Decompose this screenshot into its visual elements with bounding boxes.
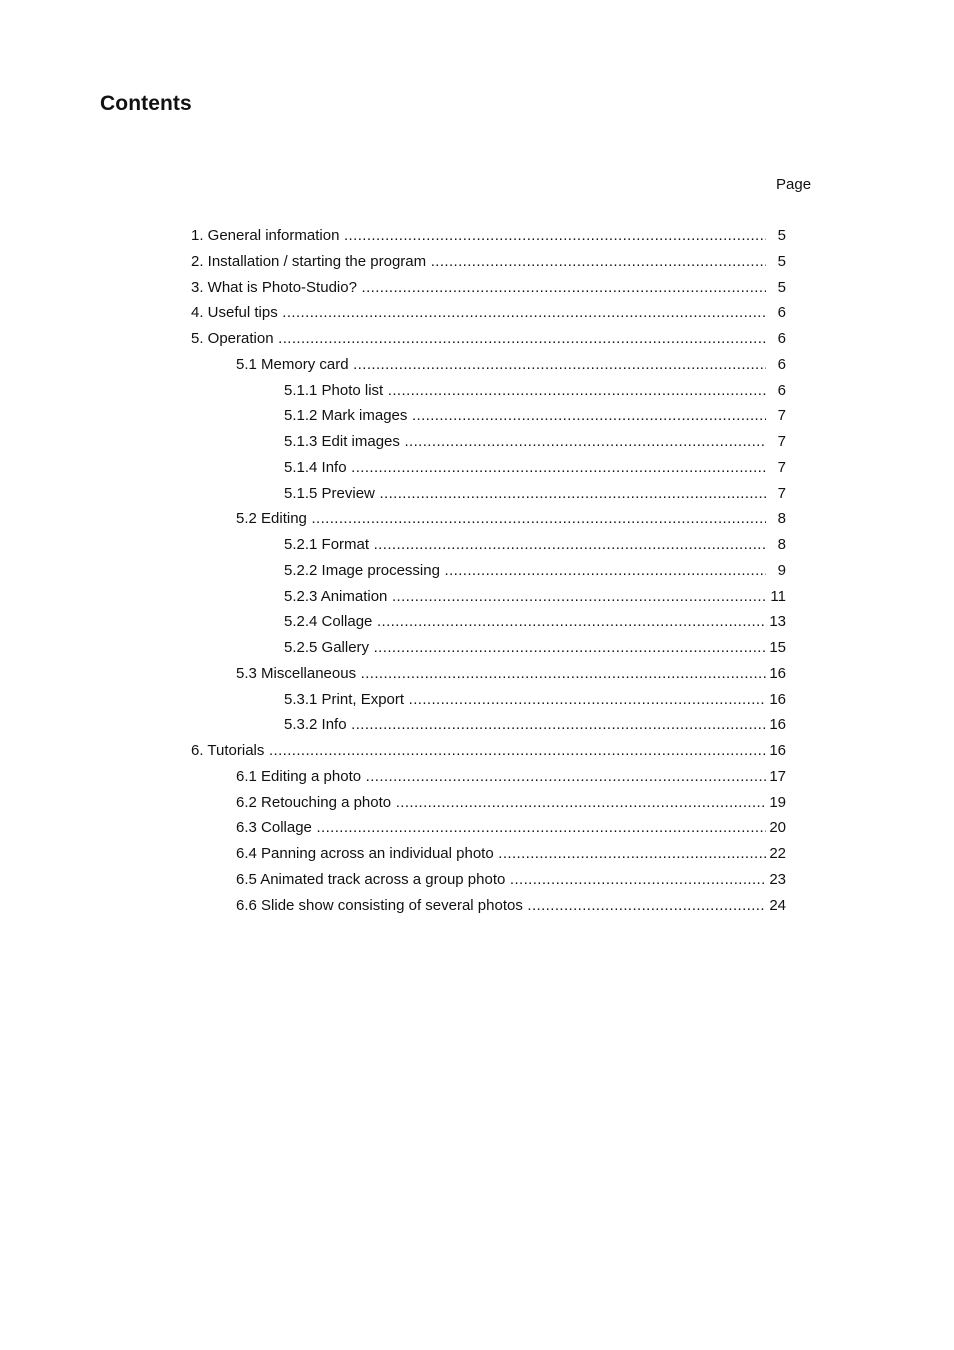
toc-entry[interactable] [0, 817, 954, 839]
toc-entry-label: 6.1 Editing a photo ..... [236, 766, 766, 788]
toc-page-number: 5 [777, 252, 786, 270]
toc-page-number: 22 [769, 845, 786, 862]
toc-entry[interactable] [0, 457, 954, 479]
toc-entry-label: 5.1.3 Edit images ..... [284, 431, 766, 453]
toc-entry[interactable] [0, 380, 954, 402]
toc-entry[interactable] [0, 714, 954, 736]
toc-entry-label: 5.2.2 Image processing ..... [284, 560, 766, 582]
toc-entry[interactable] [0, 611, 954, 633]
toc-entry[interactable] [0, 405, 954, 427]
toc-entry-label: 5.1 Memory card ..... [236, 354, 766, 376]
toc-page-number: 23 [769, 870, 786, 888]
toc-page-number: 16 [769, 664, 786, 682]
toc-entry[interactable] [0, 740, 954, 762]
toc-page-number: 15 [769, 639, 786, 656]
toc-entry[interactable] [0, 534, 954, 556]
toc-entry-label: 6.2 Retouching a photo ..... [236, 792, 766, 814]
toc-page-number: 7 [777, 458, 786, 476]
toc-entry-label: 5.1.1 Photo list ..... [284, 380, 766, 402]
toc-entry[interactable] [0, 302, 954, 324]
toc-entry[interactable] [0, 766, 954, 788]
toc-entry[interactable] [0, 225, 954, 247]
toc-page-number: 6 [777, 381, 786, 399]
toc-page-number: 16 [769, 742, 786, 759]
toc-page-number: 17 [769, 767, 786, 785]
toc-page-number: 8 [777, 536, 786, 553]
toc-entry[interactable] [0, 483, 954, 505]
toc-entry-label: 1. General information ..... [191, 225, 766, 247]
toc-page-number: 7 [777, 407, 786, 425]
toc-entry-label: 6.4 Panning across an individual photo ..... [236, 843, 766, 865]
toc-page-number: 20 [769, 819, 786, 837]
toc-page-number: 5 [777, 227, 786, 244]
toc-entry-label: 6.3 Collage ..... [236, 817, 766, 839]
toc-entry-label: 5.2.3 Animation ..... [284, 586, 766, 608]
toc-entry[interactable] [0, 354, 954, 376]
toc-page-number: 6 [777, 355, 786, 373]
toc-page-number: 8 [777, 510, 786, 528]
toc-entry-label: 5.2.4 Collage ..... [284, 611, 766, 633]
toc-page-number: 19 [769, 793, 786, 811]
toc-entry-label: 5.1.5 Preview ..... [284, 483, 766, 505]
toc-entry-label: 5.1.4 Info ..... [284, 457, 766, 479]
toc-entry-label: 5.3.2 Info ..... [284, 714, 766, 736]
toc-entry[interactable] [0, 663, 954, 685]
toc-entry-label: 6. Tutorials ..... [191, 740, 766, 762]
toc-entry[interactable] [0, 328, 954, 350]
toc-entry-label: 5.1.2 Mark images ..... [284, 405, 766, 427]
toc-entry-label: 5. Operation ..... [191, 328, 766, 350]
toc-page-number: 6 [777, 330, 786, 347]
toc-entry[interactable] [0, 251, 954, 273]
toc-entry[interactable] [0, 869, 954, 891]
toc-entry-label: 5.2.5 Gallery ..... [284, 637, 766, 659]
toc-entry-label: 5.2 Editing ..... [236, 508, 766, 530]
toc-page-number: 5 [777, 278, 786, 296]
toc-entry[interactable] [0, 277, 954, 299]
toc-page-number: 11 [770, 587, 786, 605]
toc-entry[interactable] [0, 560, 954, 582]
toc-page-number: 9 [777, 561, 786, 579]
toc-page-number: 7 [777, 433, 786, 450]
toc-entry-label: 4. Useful tips ..... [191, 302, 766, 324]
toc-entry-label: 3. What is Photo-Studio? ..... [191, 277, 766, 299]
page-title: Contents [100, 92, 192, 115]
toc-page-number: 13 [769, 613, 786, 631]
toc-entry-label: 5.2.1 Format ..... [284, 534, 766, 556]
toc-entry[interactable] [0, 586, 954, 608]
toc-entry[interactable] [0, 895, 954, 917]
toc-entry-label: 6.5 Animated track across a group photo ..... [236, 869, 766, 891]
toc-entry-label: 2. Installation / starting the program ..... [191, 251, 766, 273]
toc-page-number: 7 [777, 484, 786, 502]
toc-page-number: 24 [769, 896, 786, 914]
toc-entry[interactable] [0, 508, 954, 530]
toc-page-number: 16 [769, 716, 786, 734]
toc-entry-label: 6.6 Slide show consisting of several photos ..... [236, 895, 766, 917]
toc-entry[interactable] [0, 431, 954, 453]
toc-entry[interactable] [0, 843, 954, 865]
toc-page-number: 6 [777, 304, 786, 322]
toc-page-number: 16 [769, 690, 786, 708]
toc-entry[interactable] [0, 689, 954, 711]
page-column-label: Page [776, 176, 812, 193]
toc-entry[interactable] [0, 792, 954, 814]
toc-entry[interactable] [0, 637, 954, 659]
toc-entry-label: 5.3.1 Print, Export ..... [284, 689, 766, 711]
toc-entry-label: 5.3 Miscellaneous ..... [236, 663, 766, 685]
